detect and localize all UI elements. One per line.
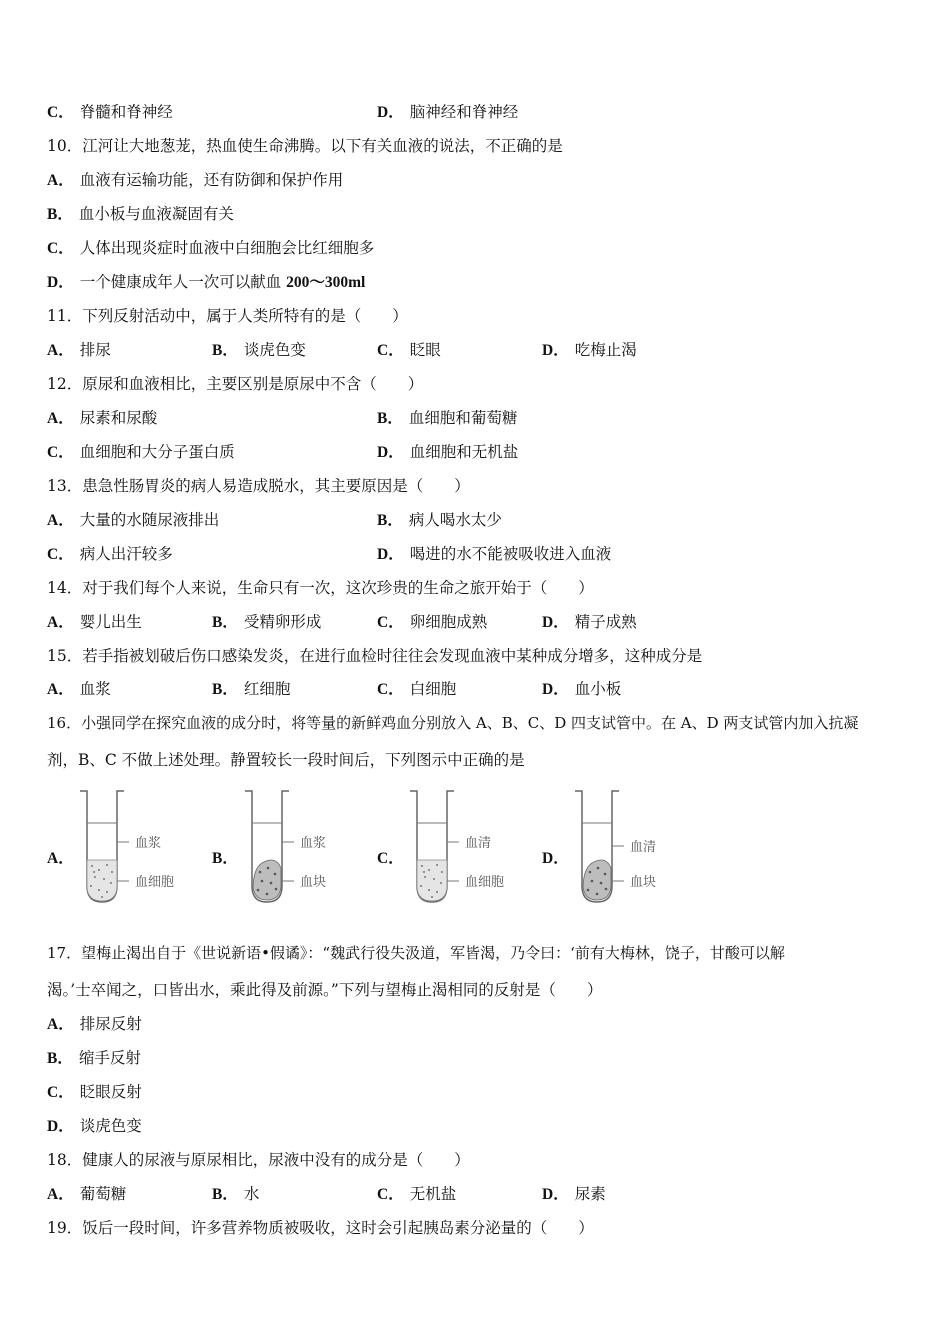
tube-label-top: 血清 [465, 836, 492, 851]
option-b: B． 病人喝水太少 [377, 511, 502, 529]
question-12-stem: 12．原尿和血液相比，主要区别是原尿中不含（ ） [47, 375, 424, 393]
question-16-stem-line-1: 16．小强同学在探究血液的成分时，将等量的新鲜鸡血分别放入 A、B、C、D 四支试管中。在 A、D 两支试管内加入抗凝 [47, 714, 859, 732]
option-c: C． 卵细胞成熟 [377, 613, 488, 631]
question-17-stem-line-2: 渴。’士卒闻之，口皆出水，乘此得及前源。”下列与望梅止渴相同的反射是（ ） [47, 981, 603, 999]
option-c: C． 眨眼反射 [47, 1083, 142, 1101]
tube-option-a: A． [47, 850, 74, 867]
option-d: D． 一个健康成年人一次可以献血 200～300ml [47, 273, 366, 291]
option-b: B． 缩手反射 [47, 1049, 141, 1067]
tube-label-top: 血清 [630, 840, 657, 855]
option-a: A． 排尿反射 [47, 1015, 142, 1033]
question-15-stem: 15．若手指被划破后伤口感染发炎，在进行血检时往往会发现血液中某种成分增多，这种成分是 [47, 647, 703, 665]
option-d: D． 血小板 [542, 680, 622, 698]
test-tube-figure [47, 784, 897, 914]
option-c: C． 白细胞 [377, 680, 457, 698]
option-d: D． 谈虎色变 [47, 1117, 142, 1135]
option-a: A． 尿素和尿酸 [47, 409, 158, 427]
question-10-stem: 10．江河让大地葱茏，热血使生命沸腾。以下有关血液的说法，不正确的是 [47, 137, 563, 155]
tube-label-top: 血浆 [300, 836, 327, 851]
option-a: A． 婴儿出生 [47, 613, 142, 631]
tube-option-d: D． [542, 850, 569, 867]
question-18-stem: 18．健康人的尿液与原尿相比，尿液中没有的成分是（ ） [47, 1151, 470, 1169]
option-d: D． 脑神经和脊神经 [377, 103, 519, 121]
option-c: C． 眨眼 [377, 341, 441, 359]
option-d: D． 血细胞和无机盐 [377, 443, 519, 461]
question-13-stem: 13．患急性肠胃炎的病人易造成脱水，其主要原因是（ ） [47, 477, 470, 495]
test-tube-a [77, 784, 212, 909]
option-b: B． 血小板与血液凝固有关 [47, 205, 234, 223]
tube-option-c: C． [377, 850, 404, 867]
option-d: D． 尿素 [542, 1185, 606, 1203]
question-17-stem-line-1: 17．望梅止渴出自于《世说新语•假谲》：“魏武行役失汲道，军皆渴，乃令曰：‘前有大梅林，饶子，甘酸可以解 [47, 944, 785, 962]
option-b: B． 血细胞和葡萄糖 [377, 409, 518, 427]
tube-label-bottom: 血块 [630, 875, 657, 890]
option-a: A． 葡萄糖 [47, 1185, 127, 1203]
option-a: A． 大量的水随尿液排出 [47, 511, 220, 529]
option-c: C． 脊髓和脊神经 [47, 103, 173, 121]
option-d: D． 喝进的水不能被吸收进入血液 [377, 545, 612, 563]
question-19-stem: 19．饭后一段时间，许多营养物质被吸收，这时会引起胰岛素分泌量的（ ） [47, 1219, 594, 1237]
test-tube-d [572, 784, 707, 909]
question-16-stem-line-2: 剂，B、C 不做上述处理。静置较长一段时间后，下列图示中正确的是 [47, 751, 525, 769]
option-d: D． 吃梅止渴 [542, 341, 637, 359]
option-b: B． 红细胞 [212, 680, 291, 698]
option-b: B． 水 [212, 1185, 260, 1203]
option-c: C． 无机盐 [377, 1185, 457, 1203]
test-tube-c [407, 784, 542, 909]
option-c: C． 病人出汗较多 [47, 545, 173, 563]
tube-option-b: B． [212, 850, 238, 867]
tube-label-bottom: 血细胞 [465, 875, 505, 890]
tube-label-bottom: 血块 [300, 875, 327, 890]
option-c: C． 人体出现炎症时血液中白细胞会比红细胞多 [47, 239, 375, 257]
option-b: B． 受精卵形成 [212, 613, 322, 631]
question-14-stem: 14．对于我们每个人来说，生命只有一次，这次珍贵的生命之旅开始于（ ） [47, 579, 594, 597]
option-c: C． 血细胞和大分子蛋白质 [47, 443, 235, 461]
option-a: A． 血浆 [47, 680, 111, 698]
question-11-stem: 11．下列反射活动中，属于人类所特有的是（ ） [47, 307, 408, 325]
option-a: A． 血液有运输功能，还有防御和保护作用 [47, 171, 344, 189]
option-a: A． 排尿 [47, 341, 111, 359]
test-tube-b [242, 784, 377, 909]
tube-label-top: 血浆 [135, 836, 162, 851]
option-b: B． 谈虎色变 [212, 341, 306, 359]
option-d: D． 精子成熟 [542, 613, 637, 631]
tube-label-bottom: 血细胞 [135, 875, 175, 890]
